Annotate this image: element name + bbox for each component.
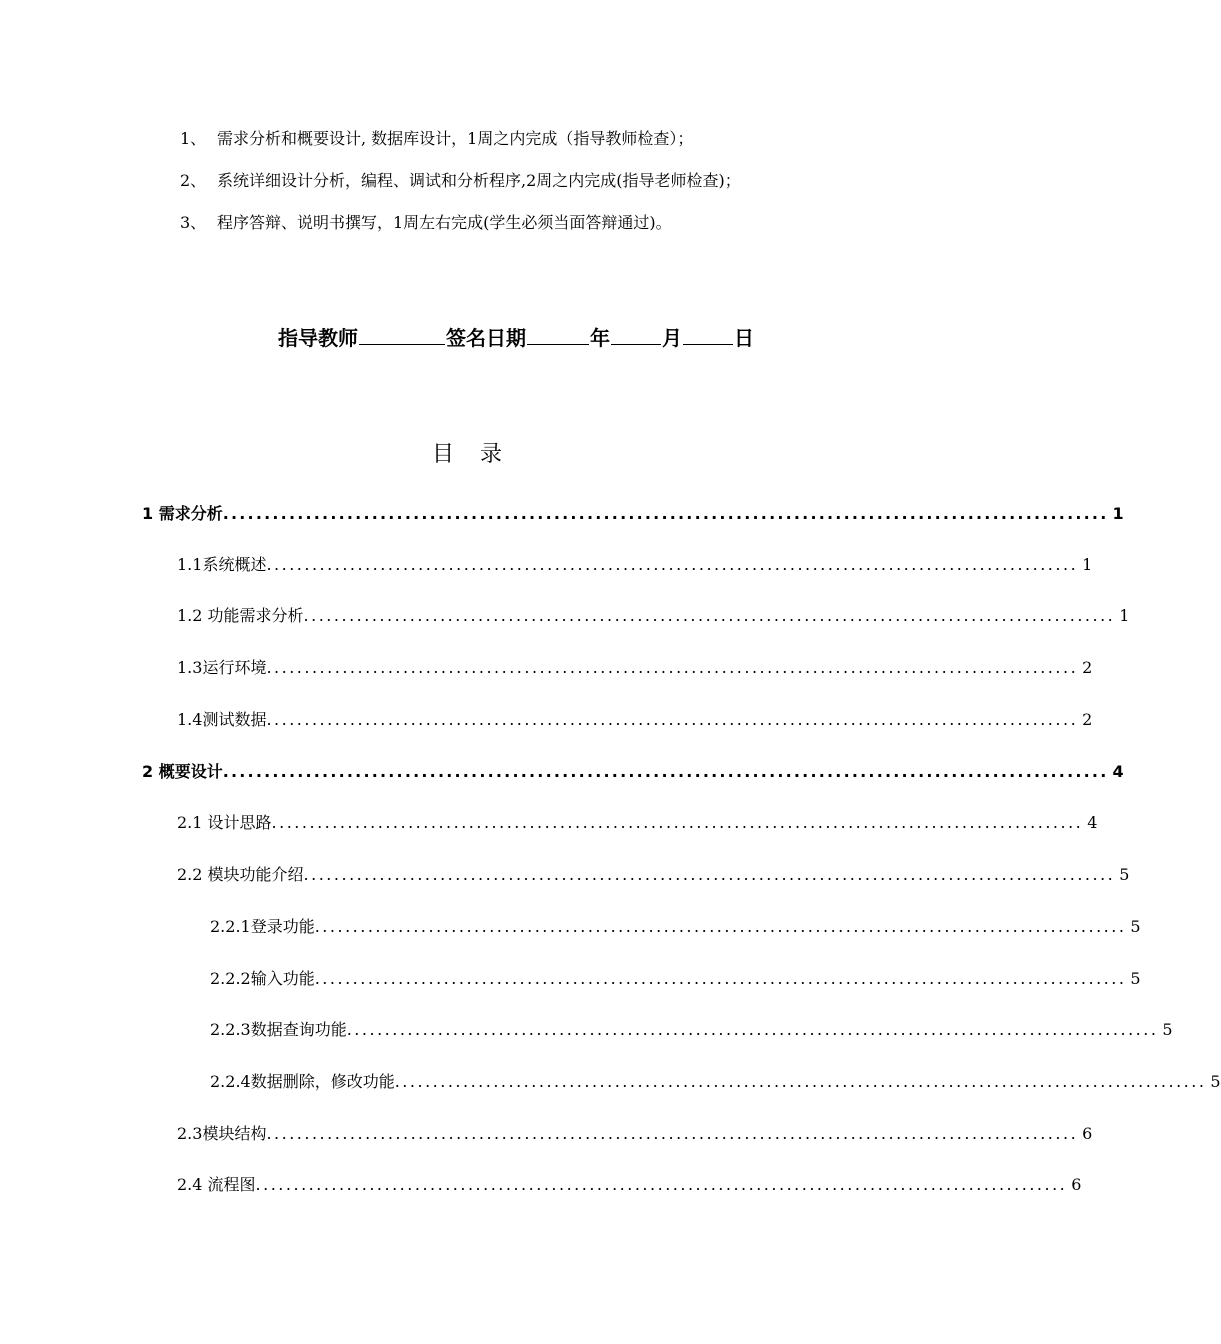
schedule-item-text: 系统详细设计分析，编程、调试和分析程序,2周之内完成(指导老师检查)； — [217, 171, 741, 190]
day-blank — [683, 324, 733, 345]
toc-entry[interactable] — [210, 964, 1141, 994]
toc-entry[interactable] — [177, 550, 1093, 580]
toc-leader-dots: ........................................................................................................... — [314, 917, 1127, 936]
toc-entry-page: 4 — [1087, 813, 1098, 832]
toc-entry-label: 1 需求分析 — [142, 504, 223, 523]
toc-leader-dots: ........................................................................................................... — [266, 1124, 1079, 1143]
toc-leader-dots: ........................................................................................................... — [314, 969, 1127, 988]
toc-entry-label: 2.2.2输入功能 — [210, 969, 315, 988]
schedule-item — [180, 168, 810, 194]
toc-entry-page: 2 — [1082, 658, 1093, 677]
schedule-item — [180, 126, 810, 152]
toc-entry-label: 2.2.1登录功能 — [210, 917, 315, 936]
toc-title: 目录 — [431, 442, 528, 467]
month-blank — [611, 324, 661, 345]
toc-entry[interactable] — [177, 1170, 1082, 1200]
schedule-item-number: 1、 — [180, 129, 207, 148]
toc-entry[interactable] — [142, 757, 1124, 787]
toc-entry[interactable] — [210, 1015, 1173, 1045]
signature-line — [278, 323, 754, 353]
toc-entry[interactable] — [177, 1119, 1093, 1149]
schedule-item-number: 3、 — [180, 213, 207, 232]
toc-leader-dots: ........................................................................................................... — [266, 658, 1079, 677]
toc-leader-dots: ........................................................................................................... — [346, 1020, 1159, 1039]
toc-entry[interactable] — [177, 808, 1098, 838]
toc-entry-page: 1 — [1112, 504, 1124, 523]
toc-entry-label: 2.3模块结构 — [177, 1124, 267, 1143]
toc-leader-dots: ........................................................................................................... — [255, 1175, 1068, 1194]
toc-leader-dots: ........................................................................................................... — [266, 710, 1079, 729]
toc-entry[interactable] — [210, 912, 1141, 942]
toc-entry-page: 5 — [1130, 969, 1141, 988]
schedule-item-text: 需求分析和概要设计, 数据库设计，1周之内完成（指导教师检查）； — [217, 129, 694, 148]
year-label: 年 — [590, 326, 610, 350]
toc-entry-page: 6 — [1082, 1124, 1093, 1143]
toc-entry-label: 2.2 模块功能介绍 — [177, 865, 304, 884]
toc-entry[interactable] — [177, 653, 1093, 683]
schedule-item-number: 2、 — [180, 171, 207, 190]
toc-entry[interactable] — [177, 705, 1093, 735]
toc-entry-label: 1.2 功能需求分析 — [177, 606, 304, 625]
toc-entry[interactable] — [142, 499, 1124, 529]
toc-leader-dots: ........................................................................................................... — [303, 606, 1116, 625]
toc-entry-page: 5 — [1130, 917, 1141, 936]
toc-entry-page: 6 — [1071, 1175, 1082, 1194]
toc-entry-page: 1 — [1119, 606, 1130, 625]
toc-entry-label: 1.4测试数据 — [177, 710, 267, 729]
toc-leader-dots: ........................................................................................................... — [266, 555, 1079, 574]
toc-entry-label: 2 概要设计 — [142, 762, 223, 781]
toc-entry-page: 5 — [1210, 1072, 1221, 1091]
toc-leader-dots: ........................................................................................................... — [222, 504, 1109, 523]
toc-entry-label: 1.3运行环境 — [177, 658, 267, 677]
year-blank — [527, 324, 589, 345]
toc-entry-page: 4 — [1112, 762, 1124, 781]
toc-entry-page: 5 — [1119, 865, 1130, 884]
toc-entry[interactable] — [177, 601, 1130, 631]
toc-leader-dots: ........................................................................................................... — [394, 1072, 1207, 1091]
toc-entry[interactable] — [210, 1067, 1221, 1097]
toc-entry-page: 2 — [1082, 710, 1093, 729]
toc-entry[interactable] — [177, 860, 1130, 890]
toc-entry-label: 2.2.4数据删除，修改功能 — [210, 1072, 395, 1091]
toc-leader-dots: ........................................................................................................... — [222, 762, 1109, 781]
toc-entry-label: 2.4 流程图 — [177, 1175, 256, 1194]
teacher-signature-blank — [359, 324, 445, 345]
date-label: 签名日期 — [446, 326, 526, 350]
toc-leader-dots: ........................................................................................................... — [303, 865, 1116, 884]
toc-leader-dots: ........................................................................................................... — [271, 813, 1084, 832]
schedule-item — [180, 210, 810, 236]
schedule-list — [180, 126, 810, 252]
schedule-item-text: 程序答辩、说明书撰写，1周左右完成(学生必须当面答辩通过)。 — [217, 213, 672, 232]
month-label: 月 — [662, 326, 682, 350]
day-label: 日 — [734, 326, 754, 350]
toc-entry-label: 1.1系统概述 — [177, 555, 267, 574]
toc-entry-page: 1 — [1082, 555, 1093, 574]
teacher-label: 指导教师 — [278, 326, 358, 350]
toc-entry-label: 2.1 设计思路 — [177, 813, 272, 832]
toc-entry-page: 5 — [1162, 1020, 1173, 1039]
toc-entry-label: 2.2.3数据查询功能 — [210, 1020, 347, 1039]
